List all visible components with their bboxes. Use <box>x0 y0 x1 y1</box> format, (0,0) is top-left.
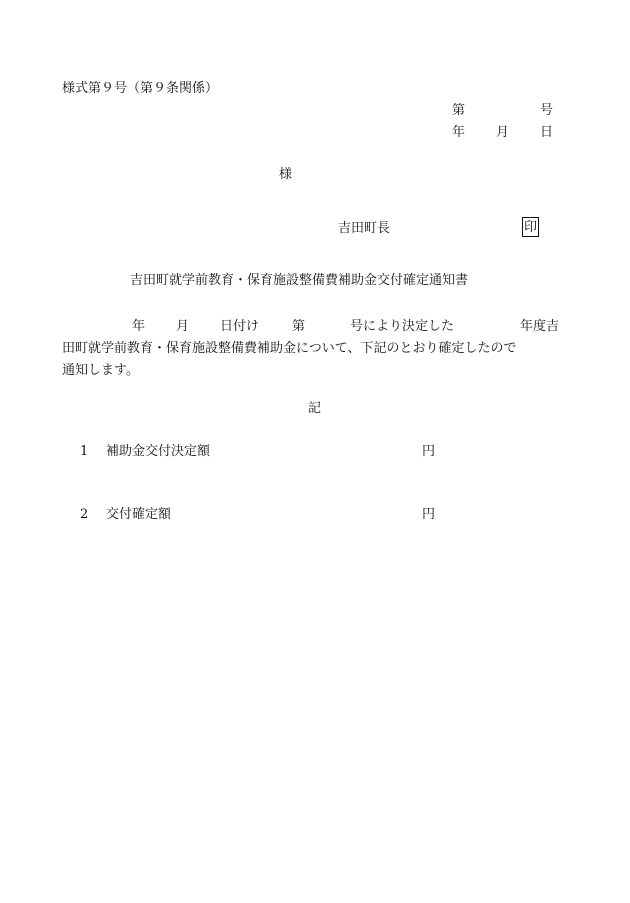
form-number: 様式第９号（第９条関係） <box>62 81 219 96</box>
document-number-suffix: 号 <box>540 103 554 118</box>
item-number: 1 <box>80 444 89 459</box>
document-title: 吉田町就学前教育・保育施設整備費補助金交付確定通知書 <box>130 273 469 288</box>
issuer-name: 吉田町長 <box>338 221 391 236</box>
body-dai-label: 第 <box>292 319 306 334</box>
body-line-3: 通知します。 <box>62 363 139 378</box>
body-decided-label: 号により決定した <box>350 319 455 334</box>
item-label: 補助金交付決定額 <box>106 444 211 459</box>
body-line-2: 田町就学前教育・保育施設整備費補助金について、下記のとおり確定したので <box>62 341 517 356</box>
date-month-label: 月 <box>496 125 510 140</box>
date-day-label: 日 <box>540 125 554 140</box>
item-label: 交付確定額 <box>106 507 172 522</box>
item-unit: 円 <box>422 444 436 459</box>
ki-heading: 記 <box>308 401 322 416</box>
addressee-honorific: 様 <box>279 167 293 182</box>
body-dated-label: 日付け <box>220 319 260 334</box>
item-unit: 円 <box>422 507 436 522</box>
body-month-label: 月 <box>176 319 190 334</box>
date-year-label: 年 <box>452 125 466 140</box>
body-year-label: 年 <box>132 319 146 334</box>
document-number-prefix: 第 <box>452 103 466 118</box>
item-number: 2 <box>80 507 89 522</box>
body-fiscal-year-label: 年度吉 <box>520 319 560 334</box>
seal-mark: 印 <box>522 217 539 237</box>
